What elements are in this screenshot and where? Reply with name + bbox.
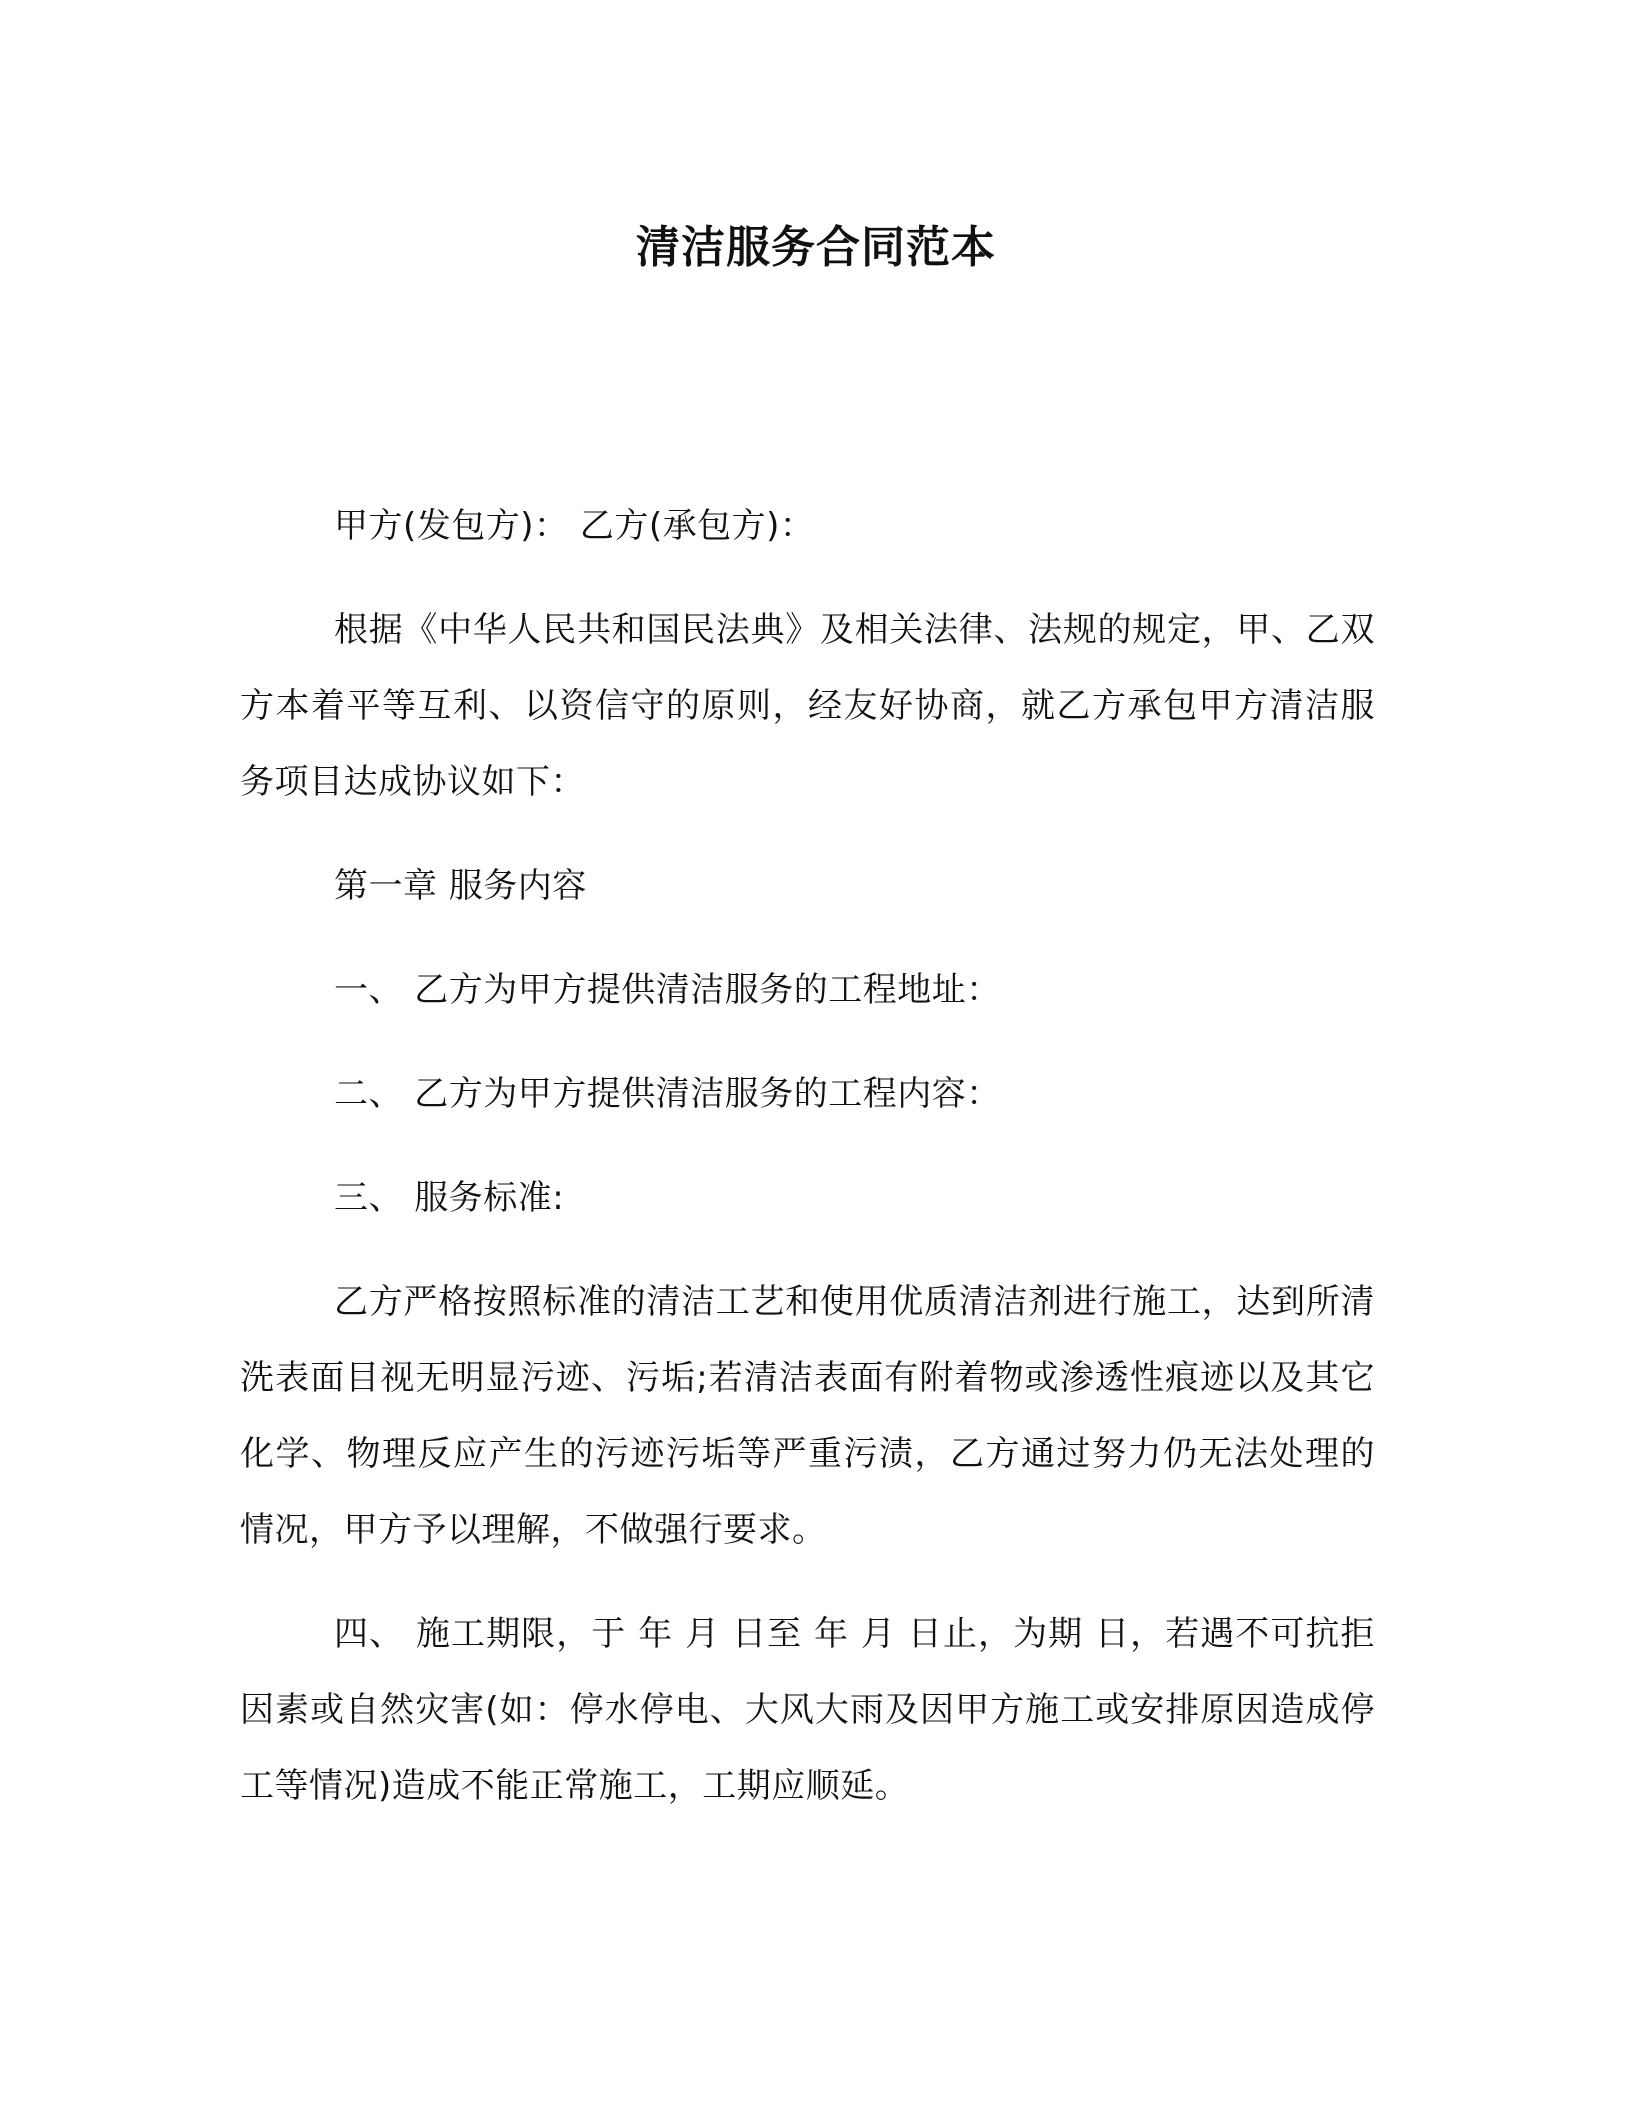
chapter-heading: 第一章 服务内容: [334, 866, 587, 906]
service-standard-paragraph: 乙方严格按照标准的清洁工艺和使用优质清洁剂进行施工，达到所清洗表面目视无明显污迹、污垢;若清洁表面有附着物或渗透性痕迹以及其它化学、物理反应产生的污迹污垢等严重污渍，乙方通过努力仍无法处理的情况，甲方予以理解，不做强行要求。: [240, 1282, 1375, 1550]
clause-3: 三、 服务标准:: [334, 1178, 565, 1218]
clause-1: 一、 乙方为甲方提供清洁服务的工程地址：: [334, 970, 1001, 1010]
parties-line: 甲方(发包方)： 乙方(承包方)：: [334, 506, 815, 546]
clause-2: 二、 乙方为甲方提供清洁服务的工程内容：: [334, 1074, 1001, 1114]
document-title: 清洁服务合同范本: [636, 222, 996, 273]
clause-4: 四、 施工期限，于 年 月 日至 年 月 日止，为期 日，若遇不可抗拒因素或自然灾害(如：停水停电、大风大雨及因甲方施工或安排原因造成停工等情况)造成不能正常施工，工期应顺延。: [240, 1614, 1375, 1806]
document-body: [240, 488, 1375, 1852]
preamble-paragraph: 根据《中华人民共和国民法典》及相关法律、法规的规定，甲、乙双方本着平等互利、以资信守的原则，经友好协商，就乙方承包甲方清洁服务项目达成协议如下：: [240, 610, 1375, 802]
